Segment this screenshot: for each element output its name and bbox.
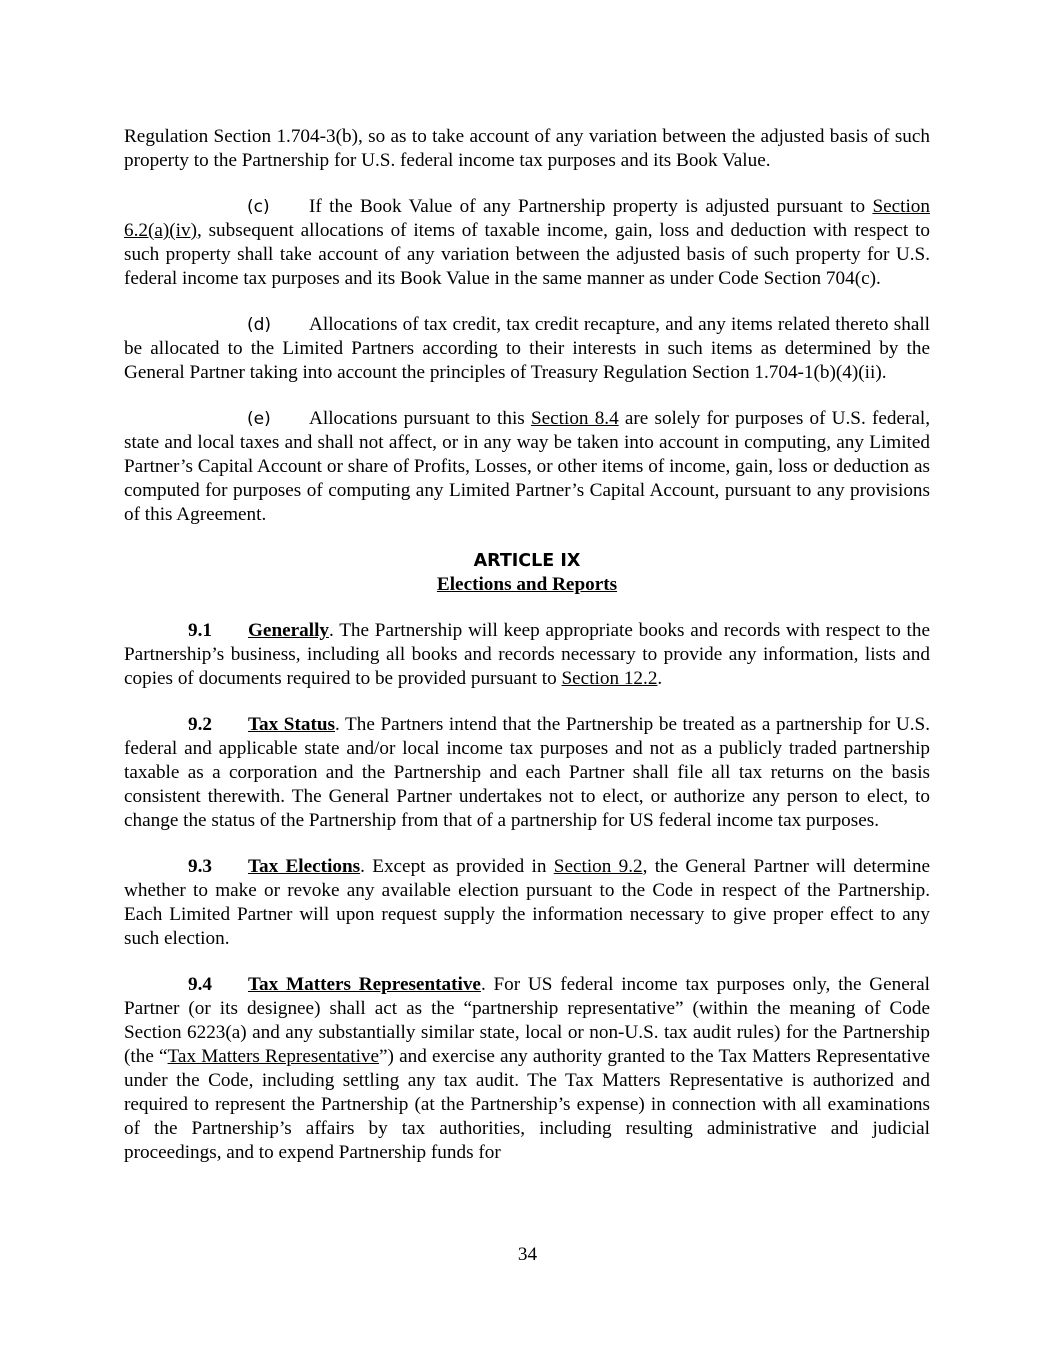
clause-label-e: (e) (247, 409, 271, 429)
section-9-2-text: . The Partners intend that the Partnership be treated as a partnership for U.S. federal and applicable state and/or local income tax purposes and not as a publicly traded partnership taxable as a corporation and the Partnership and each Partner shall file all tax returns on the basis consistent therewith. The General Partner undertakes not to elect, or authorize any person to elect, to change the status of the Partnership from that of a partnership for US federal income tax purposes. (124, 714, 930, 831)
section-title-9-2: Tax Status (248, 714, 335, 735)
page-number: 34 (517, 1244, 538, 1265)
section-9-3-text-2: , the General Partner will determine whether to make or revoke any available election pursuant to the Code in respect of the Partnership. Each Limited Partner will upon request supply the information necessary to give proper effect to any such election. (124, 856, 930, 949)
section-9-3 (124, 855, 930, 951)
paragraph-e (124, 407, 930, 527)
paragraph-c (124, 195, 930, 291)
section-9-4-text-2: ”) and exercise any authority granted to the Tax Matters Representative under the Code, including settling any tax audit. The Tax Matters Representative is authorized and required to represent the Partnership (at the Partnership’s expense) in connection with all examinations of the Partnership’s affairs by tax authorities, including resulting administrative and judicial proceedings, and to expend Partnership funds for (124, 1046, 930, 1163)
clause-label-d: (d) (247, 315, 272, 335)
defined-term-tax-matters-representative: Tax Matters Representative (167, 1046, 380, 1067)
section-9-4-text-1: . For US federal income tax purposes only, the General Partner (or its designee) shall act as the “partnership representative” (within the meaning of Code Section 6223(a) and any substantially similar state, local or non-U.S. tax audit rules) for the Partnership (the “ (124, 974, 931, 1067)
section-9-2 (124, 713, 930, 833)
section-9-4 (124, 973, 930, 1165)
section-number-9-4: 9.4 (188, 974, 212, 995)
section-9-1-text-2: . (657, 668, 663, 689)
section-title-9-3: Tax Elections (248, 856, 361, 877)
clause-label-c: (c) (247, 197, 270, 217)
section-number-9-1: 9.1 (188, 620, 212, 641)
section-number-9-3: 9.3 (188, 856, 212, 877)
document-page (124, 125, 930, 1165)
section-ref-9-2: Section 9.2 (553, 856, 643, 877)
section-ref-8-4: Section 8.4 (530, 408, 619, 429)
paragraph-e-text-2: are solely for purposes of U.S. federal, state and local taxes and shall not affect, or in any way be taken into account in computing, any Limited Partner’s Capital Account or share of Profits, Losses, or other items of income, gain, loss or deduction as computed for purposes of computing any Limited Partner’s Capital Account, pursuant to any provisions of this Agreement. (124, 408, 931, 525)
section-number-9-2: 9.2 (188, 714, 212, 735)
paragraph-e-text-1: Allocations pursuant to this (309, 408, 531, 429)
section-9-1 (124, 619, 930, 691)
section-9-3-text-1: . Except as provided in (360, 856, 554, 877)
paragraph-d-text: Allocations of tax credit, tax credit recapture, and any items related thereto shall be allocated to the Limited Partners according to their interests in such items as determined by the General Partner taking into account the principles of Treasury Regulation Section 1.704-1(b)(4)(ii). (124, 314, 930, 383)
paragraph-continuation: Regulation Section 1.704-3(b), so as to take account of any variation between the adjusted basis of such property to the Partnership for U.S. federal income tax purposes and its Book Value. (124, 126, 930, 171)
article-heading (124, 549, 930, 597)
section-9-1-text-1: . The Partnership will keep appropriate books and records with respect to the Partnership’s business, including all books and records necessary to provide any information, lists and copies of documents required to be provided pursuant to (124, 620, 930, 689)
paragraph-c-text-1: If the Book Value of any Partnership property is adjusted pursuant to (309, 196, 873, 217)
paragraph-c-text-2: , subsequent allocations of items of taxable income, gain, loss and deduction with respect to such property shall take account of any variation between the adjusted basis of such property for U.S. federal income tax purposes and its Book Value in the same manner as under Code Section 704(c). (124, 220, 930, 289)
section-title-9-4: Tax Matters Representative (248, 974, 481, 995)
section-ref-6-2-a-iv: Section 6.2(a)(iv) (124, 196, 930, 241)
article-title: Elections and Reports (436, 574, 618, 595)
section-title-9-1: Generally (248, 620, 329, 641)
section-ref-12-2: Section 12.2 (561, 668, 658, 689)
paragraph-d (124, 313, 930, 385)
article-number: ARTICLE IX (473, 551, 581, 571)
